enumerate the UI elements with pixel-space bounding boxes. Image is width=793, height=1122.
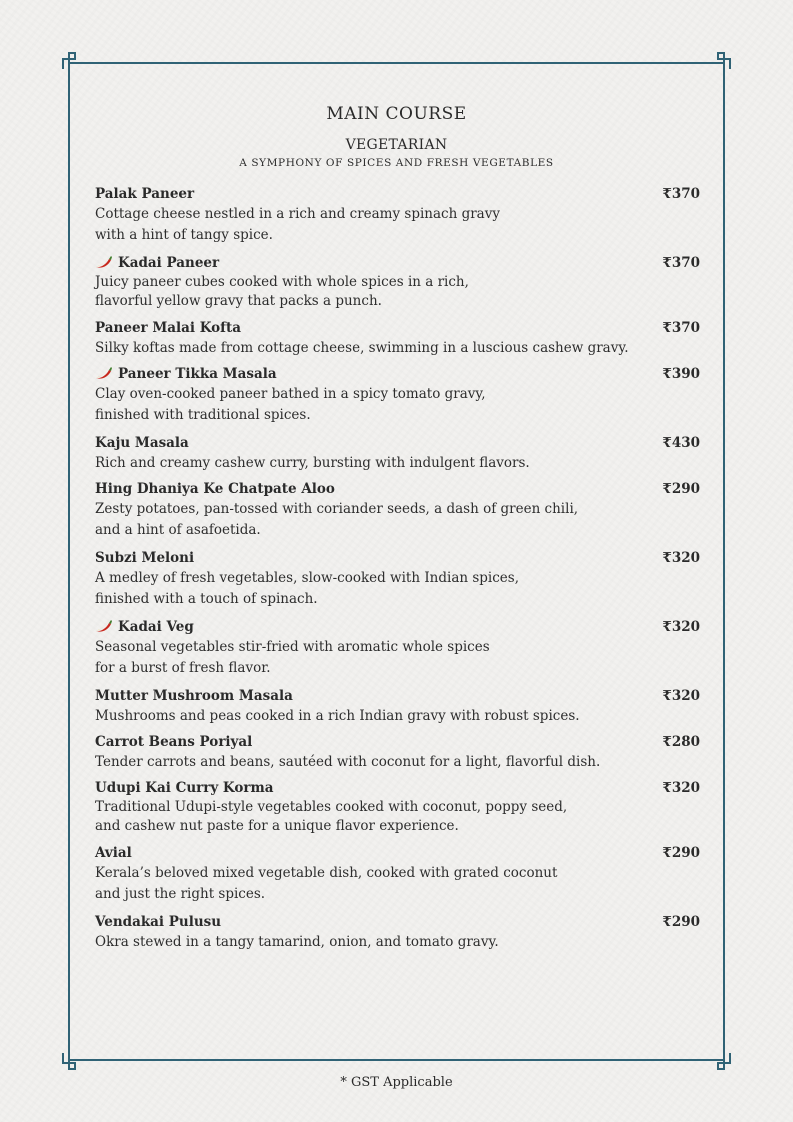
item-price: ₹320 xyxy=(662,550,700,566)
corner-ornament-top-right xyxy=(717,52,735,70)
menu-item xyxy=(95,253,700,311)
item-name: Palak Paneer xyxy=(95,186,195,202)
item-price: ₹290 xyxy=(662,914,700,930)
menu-item xyxy=(95,686,700,727)
item-description: finished with traditional spices. xyxy=(95,407,311,423)
corner-ornament-top-left xyxy=(58,52,76,70)
item-name: Kaju Masala xyxy=(95,435,189,451)
item-description: Silky koftas made from cottage cheese, swimming in a luscious cashew gravy. xyxy=(95,340,629,356)
item-name: Vendakai Pulusu xyxy=(95,914,222,930)
menu-item xyxy=(95,433,700,474)
item-description: Cottage cheese nestled in a rich and creamy spinach gravy xyxy=(95,206,500,222)
menu-item xyxy=(95,617,700,679)
chili-pepper-icon xyxy=(95,255,113,269)
item-name: Udupi Kai Curry Korma xyxy=(95,780,274,796)
item-name: Carrot Beans Poriyal xyxy=(95,734,253,750)
item-name: Paneer Tikka Masala xyxy=(118,366,277,382)
item-description: and a hint of asafoetida. xyxy=(95,522,261,538)
item-price: ₹370 xyxy=(662,320,700,336)
item-name: Kadai Paneer xyxy=(118,255,220,271)
corner-ornament-bottom-right xyxy=(717,1052,735,1070)
menu-item xyxy=(95,912,700,953)
item-price: ₹290 xyxy=(662,481,700,497)
item-name: Paneer Malai Kofta xyxy=(95,320,241,336)
item-name: Hing Dhaniya Ke Chatpate Aloo xyxy=(95,481,335,497)
menu-item xyxy=(95,318,700,359)
item-price: ₹280 xyxy=(662,734,700,750)
item-price: ₹320 xyxy=(662,619,700,635)
gst-footnote: * GST Applicable xyxy=(340,1075,453,1090)
item-price: ₹390 xyxy=(662,366,700,382)
item-description: Clay oven-cooked paneer bathed in a spicy tomato gravy, xyxy=(95,386,486,402)
item-description: Kerala’s beloved mixed vegetable dish, cooked with grated coconut xyxy=(95,865,558,881)
item-name: Subzi Meloni xyxy=(95,550,195,566)
item-description: A medley of fresh vegetables, slow-cooked with Indian spices, xyxy=(95,570,520,586)
item-name: Kadai Veg xyxy=(118,619,194,635)
item-price: ₹370 xyxy=(662,186,700,202)
menu-item xyxy=(95,548,700,610)
item-description: Traditional Udupi-style vegetables cooked with coconut, poppy seed, xyxy=(95,799,568,815)
menu-item xyxy=(95,843,700,905)
item-name: Avial xyxy=(95,845,132,861)
item-price: ₹370 xyxy=(662,255,700,271)
chili-pepper-icon xyxy=(95,619,113,633)
item-price: ₹320 xyxy=(662,780,700,796)
menu-item xyxy=(95,732,700,773)
item-description: Okra stewed in a tangy tamarind, onion, and tomato gravy. xyxy=(95,934,499,950)
item-description: for a burst of fresh flavor. xyxy=(95,660,271,676)
item-description: Zesty potatoes, pan-tossed with coriander seeds, a dash of green chili, xyxy=(95,501,579,517)
menu-item xyxy=(95,364,700,426)
item-price: ₹290 xyxy=(662,845,700,861)
item-description: Seasonal vegetables stir-fried with aromatic whole spices xyxy=(95,639,490,655)
page-title: MAIN COURSE xyxy=(326,104,467,124)
item-description: Juicy paneer cubes cooked with whole spices in a rich, xyxy=(95,274,469,290)
section-subtitle: A SYMPHONY OF SPICES AND FRESH VEGETABLES xyxy=(239,157,554,169)
item-description: Rich and creamy cashew curry, bursting with indulgent flavors. xyxy=(95,455,530,471)
item-description: flavorful yellow gravy that packs a punch. xyxy=(95,293,382,309)
item-name: Mutter Mushroom Masala xyxy=(95,688,293,704)
item-description: finished with a touch of spinach. xyxy=(95,591,318,607)
menu-item xyxy=(95,778,700,836)
item-description: Tender carrots and beans, sautéed with coconut for a light, flavorful dish. xyxy=(95,754,601,770)
item-description: and just the right spices. xyxy=(95,886,266,902)
menu-item xyxy=(95,479,700,541)
item-description: Mushrooms and peas cooked in a rich Indian gravy with robust spices. xyxy=(95,708,580,724)
menu-item xyxy=(95,184,700,246)
item-price: ₹430 xyxy=(662,435,700,451)
chili-pepper-icon xyxy=(95,366,113,380)
section-title: VEGETARIAN xyxy=(345,137,448,153)
corner-ornament-bottom-left xyxy=(58,1052,76,1070)
item-description: with a hint of tangy spice. xyxy=(95,227,273,243)
item-description: and cashew nut paste for a unique flavor experience. xyxy=(95,818,459,834)
item-price: ₹320 xyxy=(662,688,700,704)
